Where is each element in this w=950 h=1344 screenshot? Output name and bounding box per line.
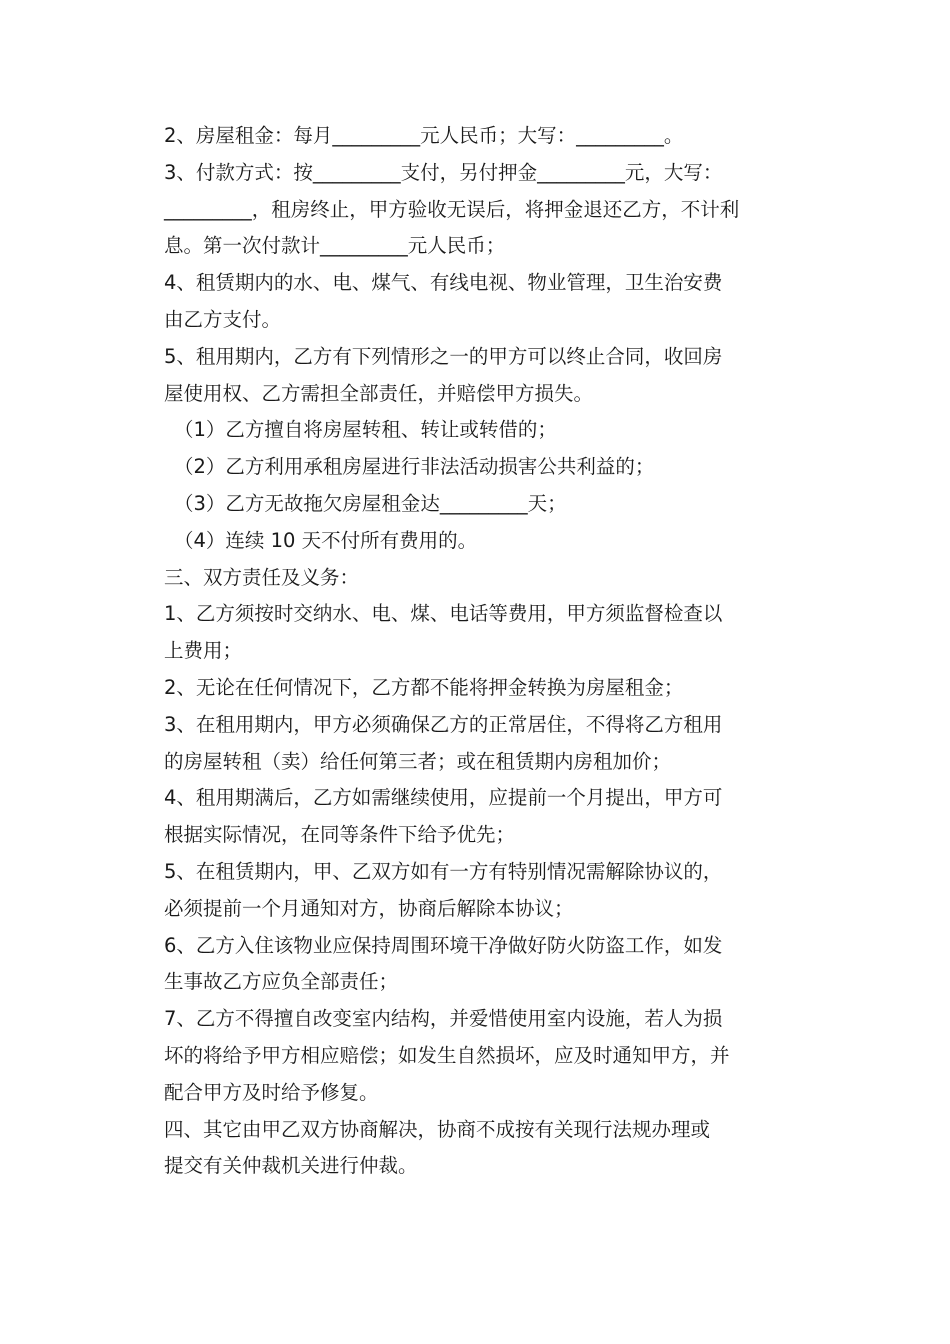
paragraph-line: 根据实际情况，在同等条件下给予优先； [164, 823, 516, 847]
paragraph-line: （4）连续 10 天不付所有费用的。 [174, 528, 478, 552]
paragraph-p3 [145, 265, 807, 339]
paragraph-p9 [145, 560, 807, 597]
paragraph-line: 3、在租用期内，甲方必须确保乙方的正常居住，不得将乙方租用 [164, 712, 723, 736]
paragraph-line: （1）乙方擅自将房屋转租、转让或转借的； [174, 418, 557, 442]
paragraph-line: 屋使用权、乙方需担全部责任，并赔偿甲方损失。 [164, 381, 594, 405]
paragraph-p17 [145, 1112, 807, 1186]
paragraph-line: 的房屋转租（卖）给任何第三者；或在租赁期内房租加价； [164, 749, 672, 773]
paragraph-line: 4、租赁期内的水、电、煤气、有线电视、物业管理，卫生治安费 [164, 271, 723, 295]
paragraph-line: 2、无论在任何情况下，乙方都不能将押金转换为房屋租金； [164, 675, 684, 699]
paragraph-line: （3）乙方无故拖欠房屋租金达_________天； [174, 491, 567, 515]
paragraph-line: 2、房屋租金：每月_________元人民币；大写：_________。 [164, 124, 684, 147]
paragraph-line: 上费用； [164, 639, 243, 663]
paragraph-line: 三、双方责任及义务： [164, 565, 360, 589]
paragraph-p11 [145, 670, 807, 707]
document-body [145, 118, 807, 1185]
paragraph-line: 7、乙方不得擅自改变室内结构，并爱惜使用室内设施，若人为损 [164, 1007, 723, 1031]
paragraph-p15 [145, 928, 807, 1002]
paragraph-p1 [145, 118, 807, 155]
paragraph-line: 坏的将给予甲方相应赔偿；如发生自然损坏，应及时通知甲方，并 [164, 1043, 730, 1067]
paragraph-p12 [145, 707, 807, 781]
paragraph-p8 [145, 523, 807, 560]
paragraph-p10 [145, 596, 807, 670]
paragraph-line: 配合甲方及时给予修复。 [164, 1080, 379, 1104]
paragraph-p2 [145, 155, 807, 265]
paragraph-line: 由乙方支付。 [164, 307, 282, 331]
paragraph-line: 5、在租赁期内，甲、乙双方如有一方有特别情况需解除协议的， [164, 859, 723, 883]
paragraph-line: 5、租用期内，乙方有下列情形之一的甲方可以终止合同，收回房 [164, 344, 723, 368]
paragraph-line: _________，租房终止，甲方验收无误后，将押金退还乙方，不计利 [164, 197, 740, 221]
paragraph-p7 [145, 486, 807, 523]
paragraph-p5 [145, 412, 807, 449]
paragraph-line: 1、乙方须按时交纳水、电、煤、电话等费用，甲方须监督检查以 [164, 602, 723, 626]
paragraph-line: 提交有关仲裁机关进行仲裁。 [164, 1154, 418, 1178]
paragraph-line: 生事故乙方应负全部责任； [164, 970, 399, 994]
paragraph-p16 [145, 1001, 807, 1111]
paragraph-line: 4、租用期满后，乙方如需继续使用，应提前一个月提出，甲方可 [164, 786, 723, 810]
paragraph-line: 息。第一次付款计_________元人民币； [164, 234, 506, 258]
paragraph-line: 四、其它由甲乙双方协商解决，协商不成按有关现行法规办理或 [164, 1117, 711, 1141]
paragraph-line: （2）乙方利用承租房屋进行非法活动损害公共利益的； [174, 455, 655, 479]
paragraph-line: 必须提前一个月通知对方，协商后解除本协议； [164, 896, 574, 920]
paragraph-line: 6、乙方入住该物业应保持周围环境干净做好防火防盗工作，如发 [164, 933, 723, 957]
paragraph-p13 [145, 780, 807, 854]
paragraph-p6 [145, 449, 807, 486]
paragraph-line: 3、付款方式：按_________支付，另付押金_________元，大写： [164, 160, 723, 184]
paragraph-p4 [145, 339, 807, 413]
paragraph-p14 [145, 854, 807, 928]
